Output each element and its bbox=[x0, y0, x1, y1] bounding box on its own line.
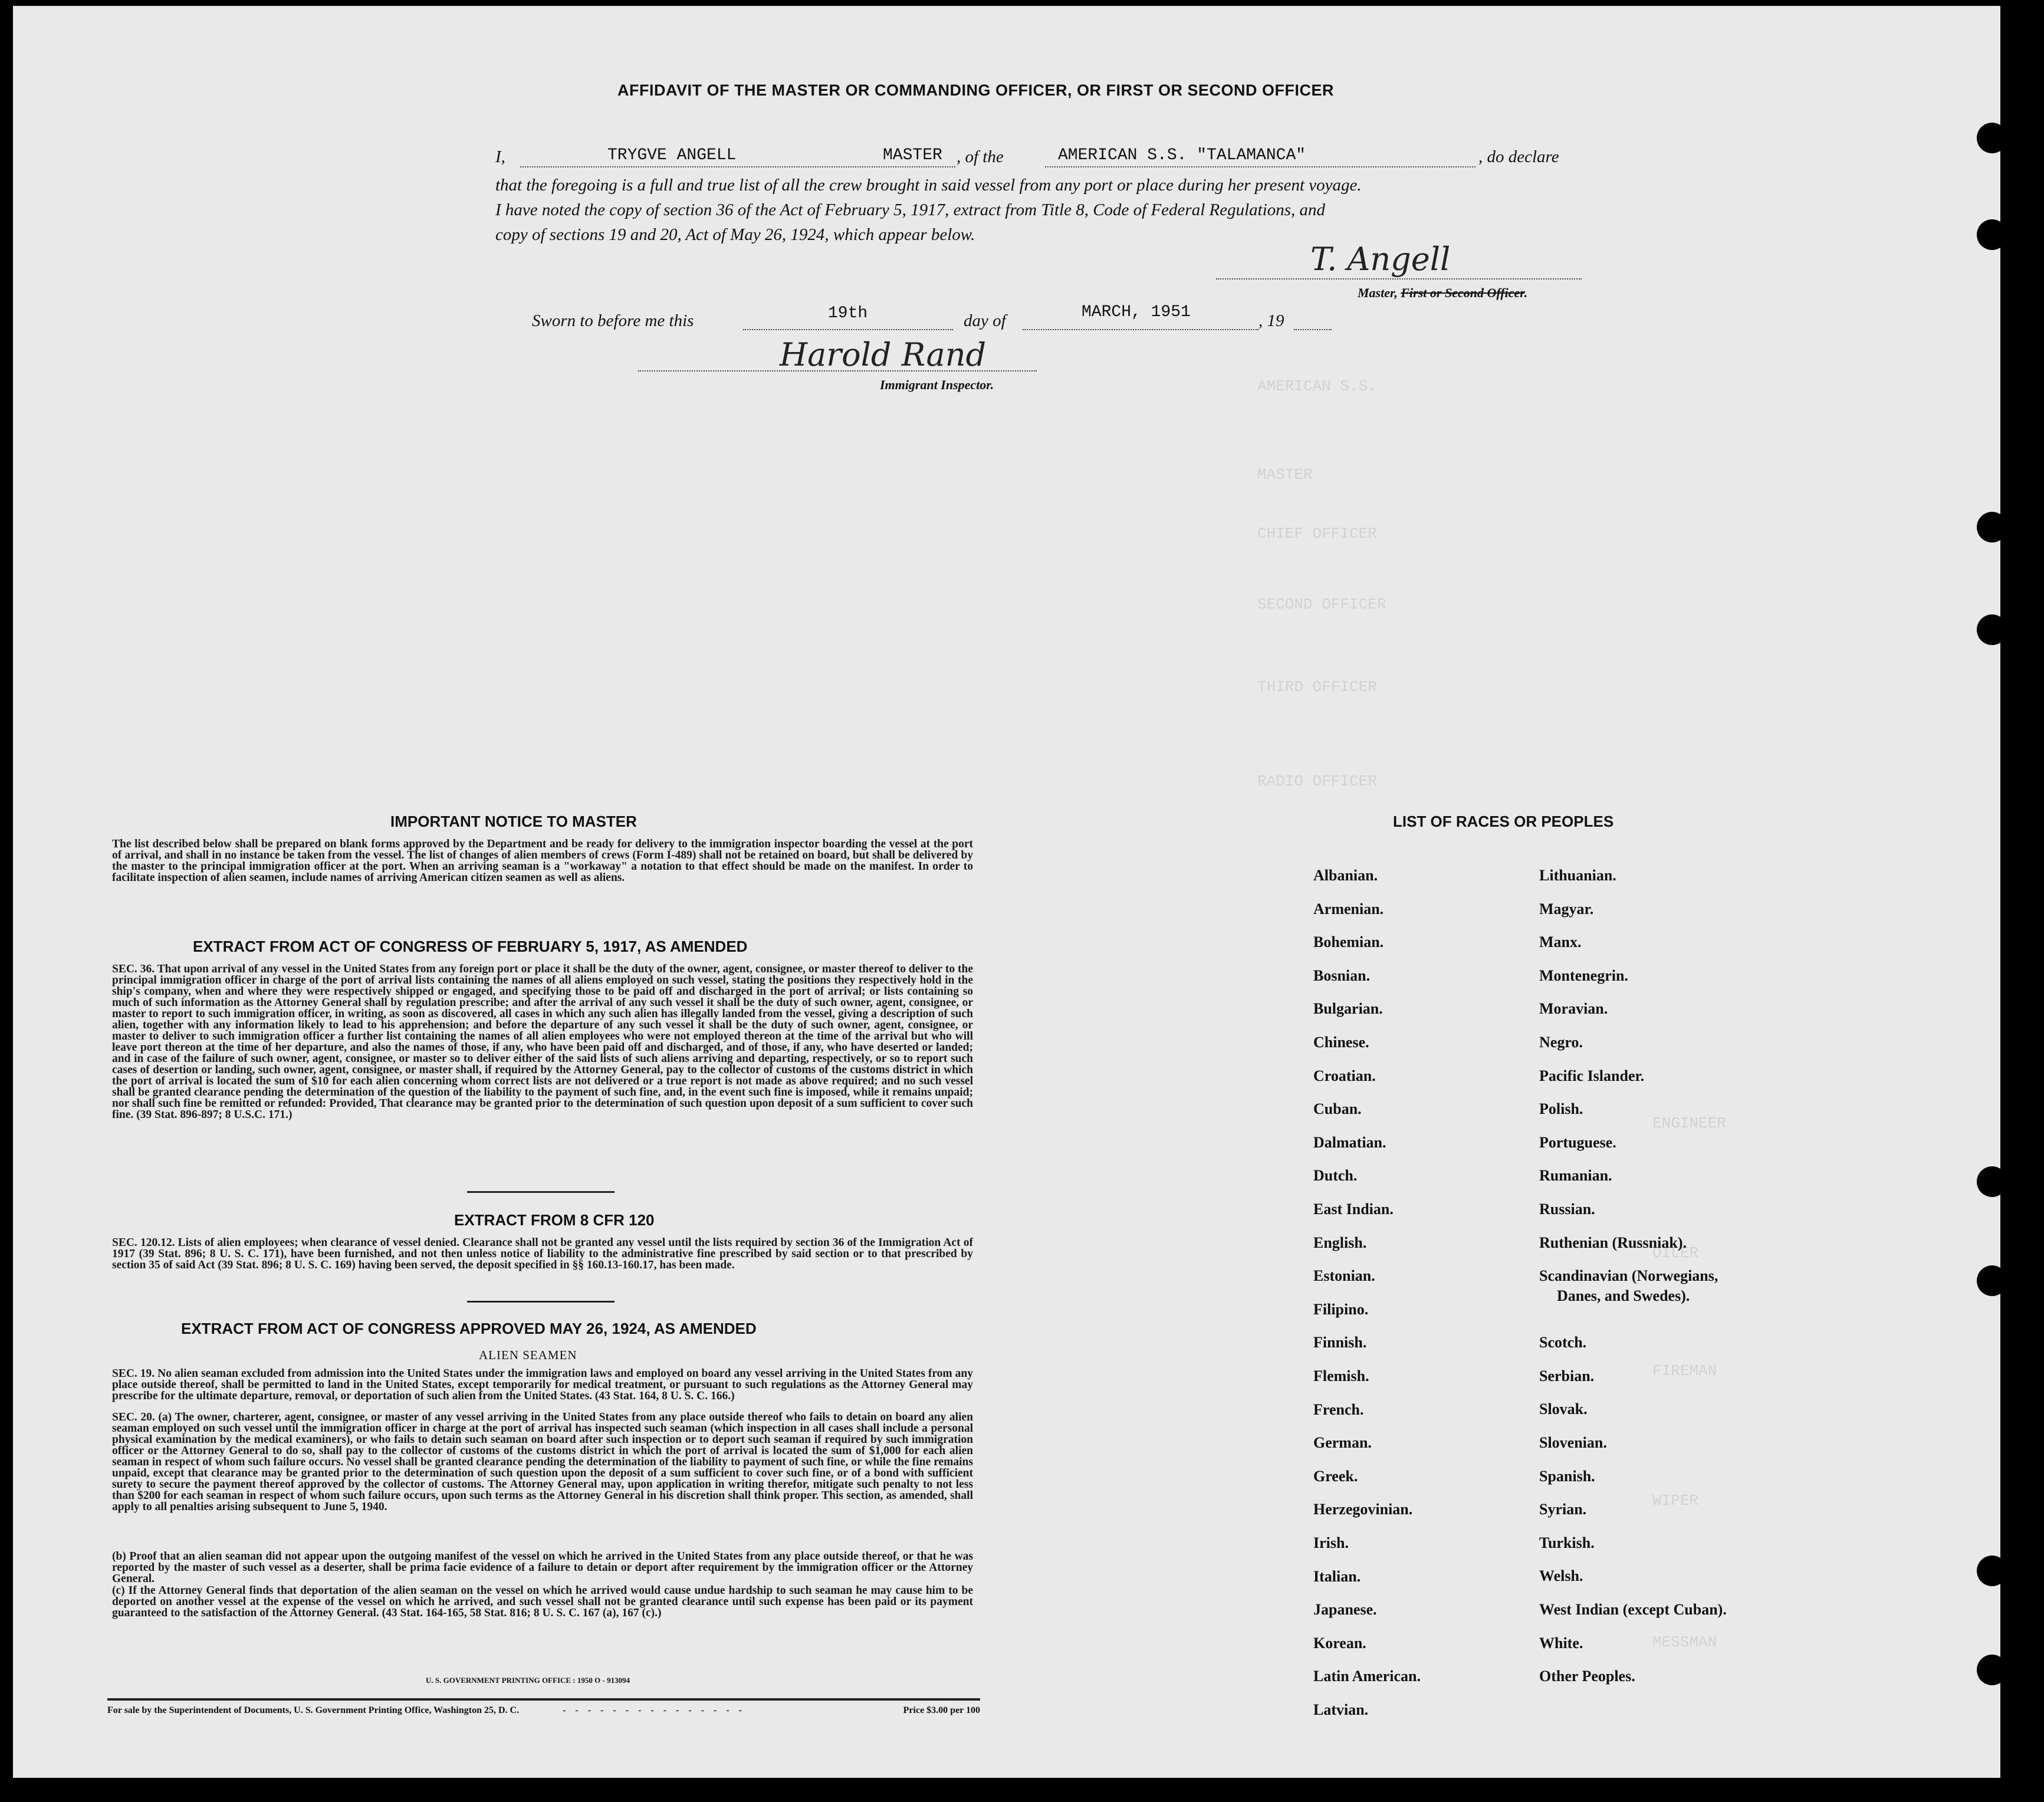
sale-text: For sale by the Superintendent of Documents, U. S. Government Printing Office, Washington 25, D. C. bbox=[107, 1705, 520, 1715]
punch-hole bbox=[1977, 1655, 2007, 1685]
master-caption-label: Master, bbox=[1358, 285, 1398, 300]
sale-dots: - - - - - - - - - - - - - - - bbox=[563, 1705, 745, 1715]
inspector-signature-line bbox=[638, 370, 1037, 371]
cfr-title: EXTRACT FROM 8 CFR 120 bbox=[454, 1211, 655, 1229]
sworn-month: MARCH, 1951 bbox=[1082, 303, 1191, 321]
race-item: Armenian. bbox=[1313, 900, 1384, 918]
punch-hole bbox=[1977, 512, 2007, 542]
race-item: Slovenian. bbox=[1539, 1434, 1607, 1451]
race-item: Korean. bbox=[1313, 1634, 1366, 1652]
section-divider bbox=[467, 1301, 614, 1303]
section-divider bbox=[467, 1191, 614, 1193]
sworn-label: Sworn to before me this bbox=[532, 311, 694, 330]
race-item: English. bbox=[1313, 1234, 1367, 1251]
punch-hole bbox=[1977, 219, 2007, 250]
punch-hole bbox=[1977, 1556, 2007, 1586]
race-item: Danes, and Swedes). bbox=[1557, 1287, 1690, 1305]
race-item: Bosnian. bbox=[1313, 966, 1371, 984]
master-caption: Master, First or Second Officer. bbox=[1358, 285, 1528, 300]
vessel-name: AMERICAN S.S. "TALAMANCA" bbox=[1058, 146, 1306, 165]
extract-1917-title: EXTRACT FROM ACT OF CONGRESS OF FEBRUARY 5, 1917, AS AMENDED bbox=[193, 938, 748, 955]
declaration-line-4: copy of sections 19 and 20, Act of May 26, 1924, which appear below. bbox=[495, 225, 975, 244]
race-item: Serbian. bbox=[1539, 1367, 1595, 1385]
race-item: Moravian. bbox=[1539, 1000, 1608, 1018]
master-rank: MASTER bbox=[883, 146, 942, 165]
race-item: Ruthenian (Russniak). bbox=[1539, 1234, 1687, 1251]
race-item: Dalmatian. bbox=[1313, 1133, 1386, 1151]
printing-office-note: U. S. GOVERNMENT PRINTING OFFICE : 1950 O - 913094 bbox=[426, 1676, 630, 1685]
race-item: Manx. bbox=[1539, 933, 1582, 951]
race-item: Slovak. bbox=[1539, 1400, 1588, 1418]
extract-1924-title: EXTRACT FROM ACT OF CONGRESS APPROVED MAY 26, 1924, AS AMENDED bbox=[181, 1320, 757, 1337]
inspector-signature: Harold Rand bbox=[780, 336, 987, 373]
cfr-text: SEC. 120.12. Lists of alien employees; when clearance of vessel denied. Clearance shall not be granted any vessel until the lists required by section 36 of the Immigration Act of 1917 (39 Stat. 896; 8 U. S. C. 171), have been furnished, and not then unless notice of liability to the administrative fine prescribed by said section or to that prescribed by section 35 of said Act (39 Stat. 896; 8 U. S. C. 169) having been served, the deposit specified in §§ 160.13-160.17, has been made. bbox=[112, 1237, 973, 1271]
sec-19-text: SEC. 19. No alien seaman excluded from admission into the United States under the immigration laws and employed on board any vessel arriving in the United States from any place outside thereof, shall be permitted to land in the United States, except temporarily for medical treatment, or pursuant to such regulations as the Attorney General may prescribe for the ultimate departure, removal, or deportation of such alien from the United States. (43 Stat. 164, 8 U. S. C. 166.) bbox=[112, 1367, 973, 1402]
year-prefix: , 19 bbox=[1258, 311, 1284, 330]
race-item: Greek. bbox=[1313, 1467, 1358, 1485]
race-item: Portuguese. bbox=[1539, 1133, 1616, 1151]
struck-officer-caption: First or Second Officer bbox=[1401, 285, 1524, 300]
footer-rule bbox=[107, 1698, 980, 1701]
sworn-day-line bbox=[743, 329, 953, 330]
year-line bbox=[1294, 329, 1332, 330]
race-item: East Indian. bbox=[1313, 1201, 1394, 1218]
race-item: Italian. bbox=[1313, 1567, 1361, 1585]
sworn-month-line bbox=[1023, 329, 1258, 330]
race-item: French. bbox=[1313, 1400, 1364, 1418]
extract-1917-text: SEC. 36. That upon arrival of any vessel in the United States from any foreign port or place it shall be the duty of the owner, agent, consignee, or master thereof to deliver to the principal immigration officer in charge of the port of arrival lists containing the names of all aliens employed on such vessel, stating the positions they respectively hold in the ship's company, when and where they were respectively shipped or engaged, and specifying those to be paid off and discharged in the port of arrival; or lists containing so much of such information as the Attorney General shall by regulation prescribe; and after the arrival of any such vessel it shall be the duty of such owner, agent, consignee, or master to report to such immigration officer, in writing, as soon as discovered, all cases in which any such alien has illegally landed from the vessel, giving a description of such alien, together with any information likely to lead to his apprehension; and before the departure of any such vessel it shall be the duty of such owner, agent, consignee, or master to deliver to such immigration officer a further list containing the names of all alien employees who were not employed thereon at the time of the arrival but who will leave port thereon at the time of her departure, and also the names of those, if any, who have been paid off and discharged, and of those, if any, who have deserted or landed; and in case of the failure of such owner, agent, consignee, or master so to deliver either of the said lists of such aliens arriving and departing, respectively, or so to report such cases of desertion or landing, such owner, agent, consignee, or master shall, if required by the Attorney General, pay to the collector of customs of the customs district in which the port of arrival is located the sum of $10 for each alien concerning whom correct lists are not delivered or a true report is not made as above required; and no such vessel shall be granted clearance pending the determination of the question of the liability to the payment of such fine, and, in the event such fine is imposed, while it remains unpaid; nor shall such fine be remitted or refunded: Provided, That clearance may be granted prior to the determination of such question upon deposit of a sum sufficient to cover such fine. (39 Stat. 896-897; 8 U.S.C. 171.) bbox=[112, 963, 973, 1121]
race-item: Bulgarian. bbox=[1313, 1000, 1383, 1018]
race-item: Estonian. bbox=[1313, 1267, 1375, 1285]
punch-hole bbox=[1977, 1265, 2007, 1296]
declaration-line-2: that the foregoing is a full and true list of all the crew brought in said vessel from any port or place during her present voyage. bbox=[495, 176, 1362, 195]
sworn-day: 19th bbox=[828, 304, 868, 323]
race-item: Latin American. bbox=[1313, 1668, 1421, 1685]
race-item: West Indian (except Cuban). bbox=[1539, 1601, 1727, 1618]
race-item: Bohemian. bbox=[1313, 933, 1384, 951]
race-item: Croatian. bbox=[1313, 1067, 1376, 1084]
sec-20c-text: (c) If the Attorney General finds that deportation of the alien seaman on the vessel on which he arrived would cause undue hardship to such seaman he may cause him to be deported on another vessel at the expense of the vessel on which he arrived, and such vessel shall not be granted clearance until such expense has been paid or its payment guaranteed to the satisfaction of the Attorney General. (43 Stat. 164-165, 58 Stat. 816; 8 U. S. C. 167 (a), 167 (c).) bbox=[112, 1584, 973, 1619]
master-name: TRYGVE ANGELL bbox=[607, 146, 737, 165]
declaration-line-3: I have noted the copy of section 36 of the Act of February 5, 1917, extract from Title 8, Code of Federal Regulations, and bbox=[495, 200, 1326, 219]
race-item: Irish. bbox=[1313, 1534, 1349, 1551]
race-item: Cuban. bbox=[1313, 1100, 1362, 1118]
races-title: LIST OF RACES OR PEOPLES bbox=[1393, 813, 1614, 830]
of-the-label: , of the bbox=[957, 147, 1004, 166]
race-item: German. bbox=[1313, 1434, 1372, 1452]
notice-title: IMPORTANT NOTICE TO MASTER bbox=[390, 813, 637, 830]
race-item: Magyar. bbox=[1539, 900, 1594, 918]
affidavit-title: AFFIDAVIT OF THE MASTER OR COMMANDING OFFICER, OR FIRST OR SECOND OFFICER bbox=[617, 81, 1334, 99]
do-declare-label: , do declare bbox=[1478, 147, 1559, 166]
race-item: Negro. bbox=[1539, 1034, 1583, 1051]
master-signature-line bbox=[1216, 278, 1582, 279]
race-item: Pacific Islander. bbox=[1539, 1067, 1645, 1084]
master-signature: T. Angell bbox=[1310, 241, 1451, 278]
race-item: Herzegovinian. bbox=[1313, 1501, 1413, 1518]
sec-20a-text: SEC. 20. (a) The owner, charterer, agent, consignee, or master of any vessel arriving in the United States from any place outside thereof who fails to detain on board any alien seaman employed on such vessel until the immigration officer in charge at the port of arrival has inspected such seaman (which inspection in all cases shall include a personal physical examination by the medical examiners), or who fails to detain such seaman on board after such inspection or to deport such seaman if required by such immigration officer or the Attorney General to do so, shall pay to the collector of customs of the customs district in which the port of arrival is located the sum of $1,000 for each alien seaman in respect of whom such failure occurs. No vessel shall be granted clearance pending the determination of the liability to payment of such fine, or while the fine remains unpaid, except that clearance may be granted prior to the determination of such question upon the deposit of a sum sufficient to cover such fine, or of a bond with sufficient surety to secure the payment thereof approved by the collector of customs. The Attorney General may, upon application in writing therefor, mitigate such penalty to not less than $200 for each seaman in respect of whom such failure occurs, upon such terms as the Attorney General in his discretion shall think proper. This section, as amended, shall apply to all penalties arising subsequent to June 5, 1940. bbox=[112, 1411, 973, 1513]
race-item: Russian. bbox=[1539, 1201, 1595, 1218]
race-item: Finnish. bbox=[1313, 1334, 1367, 1351]
race-item: Filipino. bbox=[1313, 1300, 1369, 1318]
vessel-line bbox=[1045, 166, 1476, 167]
race-item: Albanian. bbox=[1313, 867, 1378, 884]
inspector-caption: Immigrant Inspector. bbox=[880, 377, 994, 392]
race-item: Flemish. bbox=[1313, 1367, 1369, 1385]
race-item: Polish. bbox=[1539, 1100, 1583, 1118]
punch-hole bbox=[1977, 614, 2007, 645]
sec-20b-text: (b) Proof that an alien seaman did not appear upon the outgoing manifest of the vessel on which he arrived in the United States from any place outside thereof, or that he was reported by the master of such vessel as a deserter, shall be prima facie evidence of a failure to detain or deport after requirement by the immigration officer or the Attorney General. bbox=[112, 1550, 973, 1585]
race-item: Welsh. bbox=[1539, 1567, 1583, 1585]
race-item: White. bbox=[1539, 1634, 1583, 1652]
alien-seamen-subtitle: ALIEN SEAMEN bbox=[479, 1348, 577, 1362]
race-item: Syrian. bbox=[1539, 1501, 1587, 1518]
declaration-i: I, bbox=[495, 147, 505, 166]
race-item: Chinese. bbox=[1313, 1034, 1369, 1051]
race-item: Lithuanian. bbox=[1539, 867, 1616, 884]
sale-note bbox=[107, 1705, 980, 1716]
sale-price: Price $3.00 per 100 bbox=[903, 1705, 980, 1715]
race-item: Rumanian. bbox=[1539, 1167, 1612, 1185]
document-page: AMERICAN S.S. MASTER CHIEF OFFICER SECOND OFFICER THIRD OFFICER RADIO OFFICER ENGINEER OILER FIREMAN WIPER MESSMAN AFFIDAVIT OF THE MASTER OR COMMANDING OFFICER, OR FIRST OR SECOND OFFICER I, TRYGVE ANGELL MASTER , of the AMERICAN S.S. "TALAMANCA" , do declare that the foregoing is a full and true list of all the crew brought in said vessel from any port or place during her present voyage. I have noted the copy of section 36 of the Act of February 5, 1917, extract from Title 8, Code of Federal Regulations, and copy of sections 19 and 20, Act of May 26, 1924, which appear below. T. Angell Master, First or Second Officer. Sworn to before me this 19th day of MARCH, 1951 , 19 Harold Rand Immigrant Inspector. IMPORTANT NOTICE TO MASTER The list described below shall be prepared on blank forms approved by the Department and be ready for delivery to the immigration inspector boarding the vessel at the port of arrival, and shall in no instance be taken from the vessel. The list of changes of alien members of crews (Form I-489) shall not be retained on board, but shall be delivered by the master to the principal immigration officer at the port. When an arriving seaman is a "workaway" a notation to that effect should be made on the manifest. In order to facilitate inspection of alien seamen, include names of arriving American citizen seamen as well as aliens. EXTRACT FROM ACT OF CONGRESS OF FEBRUARY 5, 1917, AS AMENDED SEC. 36. That upon arrival of any vessel in the United States from any foreign port or place it shall be the duty of the owner, agent, consignee, or master thereof to deliver to the principal immigration officer in charge of the port of arrival lists containing the names of all aliens employed on such vessel, stating the positions they respectively hold in the ship's company, when and where they were respectively shipped or engaged, and specifying those to be paid off and discharged in the port of arrival; or lists containing so much of such information as the Attorney General shall by regulation prescribe; and after the arrival of any such vessel it shall be the duty of such owner, agent, consignee, or master to report to such immigration officer, in writing, as soon as discovered, all cases in which any such alien has illegally landed from the vessel, giving a description of such alien, together with any information likely to lead to his apprehension; and before the departure of any such vessel it shall be the duty of such owner, agent, consignee, or master to deliver to such immigration officer a further list containing the names of all alien employees who were not employed thereon at the time of the arrival but who will leave port thereon at the time of her departure, and also the names of those, if any, who have been paid off and discharged, and of those, if any, who have deserted or landed; and in case of the failure of such owner, agent, consignee, or master so to deliver either of the said lists of such aliens arriving and departing, respectively, or so to report such cases of desertion or landing, such owner, agent, consignee, or master shall, if required by the Attorney General, pay to the collector of customs of the customs district in which the port of arrival is located the sum of $10 for each alien concerning whom correct lists are not delivered or a true report is not made as above required; and no such vessel shall be granted clearance pending the determination of the question of the liability to the payment of such fine, and, in the event such fine is imposed, while it remains unpaid; nor shall such fine be remitted or refunded: Provided, That clearance may be granted prior to the determination of such question upon deposit of a sum sufficient to cover such fine. (39 Stat. 896-897; 8 U.S.C. 171.) EXTRACT FROM 8 CFR 120 SEC. 120.12. Lists of alien employees; when clearance of vessel denied. Clearance shall not be granted any vessel until the lists required by section 36 of the Immigration Act of 1917 (39 Stat. 896; 8 U. S. C. 171), have been furnished, and not then unless notice of liability to the administrative fine prescribed by said section or to that prescribed by section 35 of said Act (39 Stat. 896; 8 U. S. C. 169) having been served, the deposit specified in §§ 160.13-160.17, has been made. EXTRACT FROM ACT OF CONGRESS APPROVED MAY 26, 1924, AS AMENDED ALIEN SEAMEN SEC. 19. No alien seaman excluded from admission into the United States under the immigration laws and employed on board any vessel arriving in the United States from any place outside thereof, shall be permitted to land in the United States, except temporarily for medical treatment, or pursuant to such regulations as the Attorney General may prescribe for the ultimate departure, removal, or deportation of such alien from the United States. (43 Stat. 164, 8 U. S. C. 166.) SEC. 20. (a) The owner, charterer, agent, consignee, or master of any vessel arriving in the United States from any place outside thereof who fails to detain on board any alien seaman employed on such vessel until the immigration officer in charge at the port of arrival has inspected such seaman (which inspection in all cases shall include a personal physical examination by the medical examiners), or who fails to detain such seaman on board after such inspection or to deport such seaman if required by such immigration officer or the Attorney General to do so, shall pay to the collector of customs of the customs district in which the port of arrival is located the sum of $1,000 for each alien seaman in respect of whom such failure occurs. No vessel shall be granted clearance pending the determination of the liability to payment of such fine, or while the fine remains unpaid, except that clearance may be granted prior to the determination of such question upon the deposit of a sum sufficient to cover such fine, or of a bond with sufficient surety to secure the payment thereof approved by the collector of customs. The Attorney General may, upon application in writing therefor, mitigate such penalty to not less than $200 for each seaman in respect of whom such failure occurs, upon such terms as the Attorney General in his discretion shall think proper. This section, as amended, shall apply to all penalties arising subsequent to June 5, 1940. (b) Proof that an alien seaman did not appear upon the outgoing manifest of the vessel on which he arrived in the United States from any place outside thereof, or that he was reported by the master of such vessel as a deserter, shall be prima facie evidence of a failure to detain or deport after requirement by the immigration officer or the Attorney General. (c) If the Attorney General finds that deportation of the alien seaman on the vessel on which he arrived would cause undue hardship to such seaman he may cause him to be deported on another vessel at the expense of the vessel on which he arrived, and such vessel shall not be granted clearance until such expense has been paid or its payment guaranteed to the satisfaction of the Attorney General. (43 Stat. 164-165, 58 Stat. 816; 8 U. S. C. 167 (a), 167 (c).) U. S. GOVERNMENT PRINTING OFFICE : 1950 O - 913094 For sale by the Superintendent of Documents, U. S. Government Printing Office, Washington 25, D. C. - - - - - - - - - - - - - - - Price $3.00 per 100 LIST OF RACES OR PEOPLES Albanian. Armenian. Bohemian. Bosnian. Bulgarian. Chinese. Croatian. Cuban. Dalmatian. Dutch. East Indian. English. Estonian. Filipino. Finnish. Flemish. French. German. Greek. Herzegovinian. Irish. Italian. Japanese. Korean. Latin American. Latvian. Lithuanian. Magyar. Manx. Montenegrin. Moravian. Negro. Pacific Islander. Polish. Portuguese. Rumanian. Russian. Ruthenian (Russniak). Scandinavian (Norwegians, Danes, and Swedes). Scotch. Serbian. Slovak. Slovenian. Spanish. Syrian. Turkish. Welsh. West Indian (except Cuban). White. Other Peoples. bbox=[13, 6, 2000, 1778]
race-item: Dutch. bbox=[1313, 1167, 1358, 1185]
notice-text: The list described below shall be prepared on blank forms approved by the Department and be ready for delivery to the immigration inspector boarding the vessel at the port of arrival, and shall in no instance be taken from the vessel. The list of changes of alien members of crews (Form I-489) shall not be retained on board, but shall be delivered by the master to the principal immigration officer at the port. When an arriving seaman is a "workaway" a notation to that effect should be made on the manifest. In order to facilitate inspection of alien seamen, include names of arriving American citizen seamen as well as aliens. bbox=[112, 838, 973, 884]
punch-hole bbox=[1977, 123, 2007, 153]
race-item: Montenegrin. bbox=[1539, 966, 1628, 984]
punch-hole bbox=[1977, 1166, 2007, 1197]
race-item: Japanese. bbox=[1313, 1601, 1377, 1619]
race-item: Scotch. bbox=[1539, 1334, 1587, 1351]
race-item: Spanish. bbox=[1539, 1467, 1595, 1485]
race-item: Scandinavian (Norwegians, bbox=[1539, 1267, 1718, 1285]
day-of-label: day of bbox=[964, 311, 1006, 330]
master-name-line bbox=[520, 166, 955, 167]
race-item: Turkish. bbox=[1539, 1534, 1595, 1551]
race-item: Other Peoples. bbox=[1539, 1668, 1635, 1685]
race-item: Latvian. bbox=[1313, 1701, 1369, 1718]
